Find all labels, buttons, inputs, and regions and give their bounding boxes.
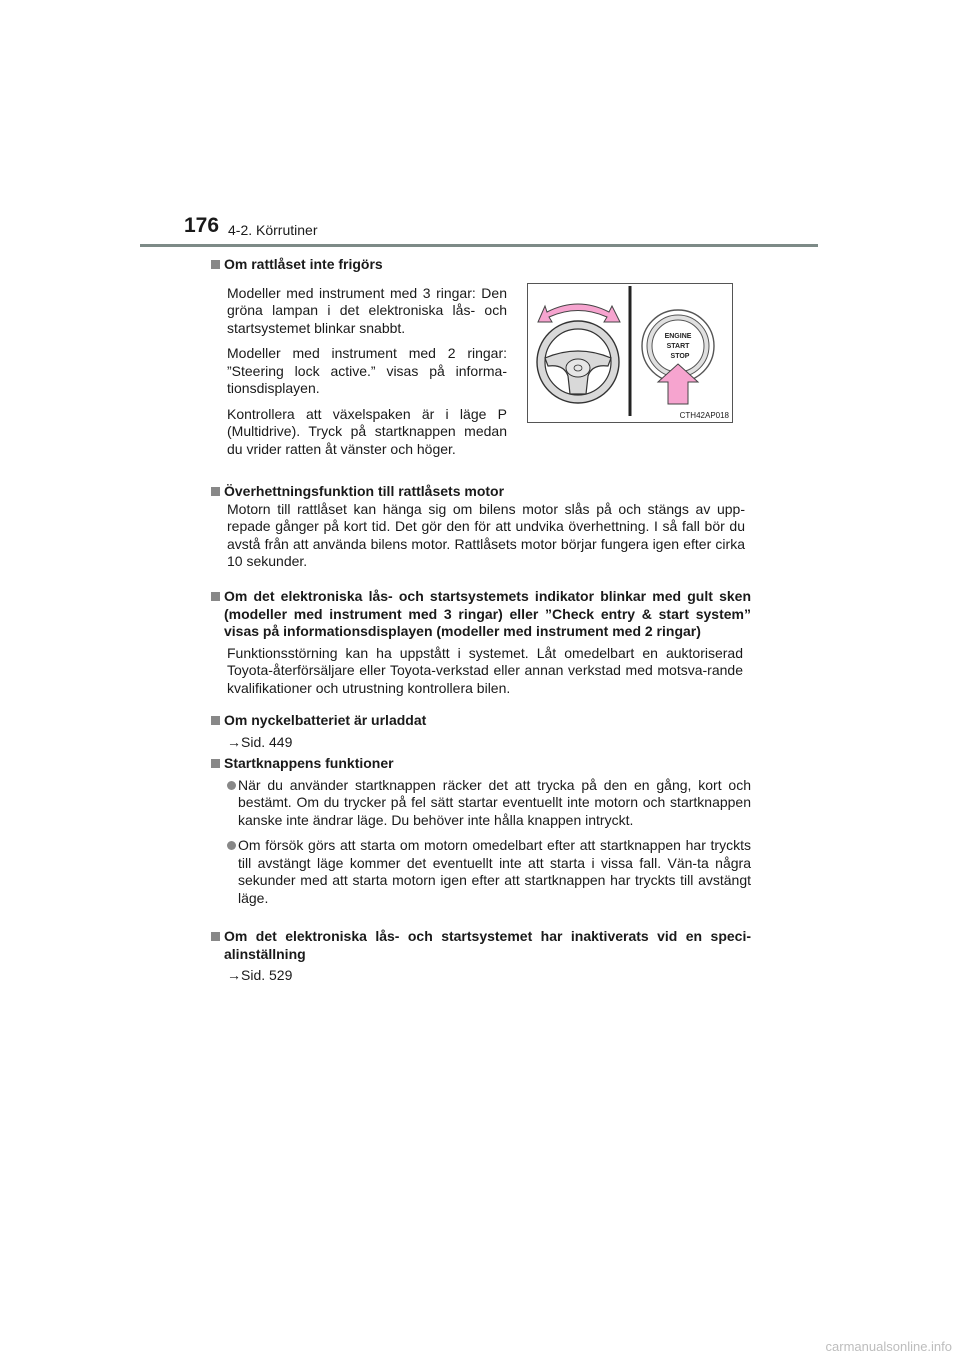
section-start-button-functions — [211, 755, 751, 907]
paragraph: Motorn till rattlåset kan hänga sig om bilens motor slås på och stängs av upp-repade gånger på kort tid. Det gör den för att undvika överhettning. I så fall bör du avstå från att använda bilens motor. Rattlåsets motor börjar fungera igen efter cirka 10 sekunder. — [227, 500, 745, 569]
steering-wheel-icon — [537, 321, 619, 403]
section-heading — [211, 588, 751, 641]
bullet-text: När du använder startknappen räcker det att trycka på den en gång, kort och bestämt. Om du trycker på fel sätt startar eventuellt inte motorn och startknappen kanske inte ändrar läge. Du behöver inte hålla knappen intryckt. — [238, 776, 751, 828]
heading-text: Om det elektroniska lås- och startsystemets indikator blinkar med gult sken (modeller med instrument med 3 ringar) eller ”Check entry & start system” visas på informationsdisplayen (modeller med instrument med 2 ringar) — [224, 588, 751, 639]
paragraph: Modeller med instrument med 3 ringar: Den gröna lampan i det elektroniska lås- och startsystemet blinkar snabbt. — [227, 284, 507, 336]
section-overheating — [211, 483, 751, 571]
header-rule — [140, 244, 818, 247]
page-number: 176 — [184, 214, 220, 237]
bullet-text: Om försök görs att starta om motorn omedelbart efter att startknappen har tryckts till avstängt läge kommer det eventuellt inte att starta i vissa fall. Vän-ta några sekunder med att starta motorn igen efter att startknappen har tryckts till avstängt läge. — [238, 837, 751, 906]
round-bullet-icon — [227, 841, 236, 850]
button-label-engine: ENGINE — [664, 333, 692, 340]
paragraph: Kontrollera att växelspaken är i läge P (Multidrive). Tryck på startknappen medan du vrider ratten åt vänster och höger. — [227, 405, 507, 457]
page-reference-link[interactable]: →Sid. 529 — [227, 967, 293, 983]
heading-text: Om rattlåset inte frigörs — [224, 256, 383, 272]
rotation-arrow-shape — [538, 304, 620, 322]
illustration-steering-and-start-button — [527, 283, 733, 423]
square-bullet-icon — [211, 260, 220, 269]
round-bullet-icon — [227, 781, 236, 790]
paragraph: Modeller med instrument med 2 ringar: ”Steering lock active.” visas på informa-tionsdisplayen. — [227, 345, 507, 396]
section-heading — [211, 928, 751, 963]
heading-text: Om nyckelbatteriet är urladdat — [224, 712, 427, 728]
button-label-start: START — [666, 343, 690, 350]
bullet-item — [227, 777, 751, 830]
page-reference-link[interactable]: →Sid. 449 — [227, 733, 293, 750]
section-heading — [211, 712, 751, 730]
section-indicator-flashing — [211, 588, 751, 697]
heading-text: Om det elektroniska lås- och startsystemet har inaktiverats vid en speci-alinställning — [224, 928, 751, 962]
figure-code: CTH42AP018 — [679, 411, 729, 420]
section-heading — [211, 483, 751, 501]
square-bullet-icon — [211, 592, 220, 601]
watermark: carmanualsonline.info — [825, 1339, 952, 1354]
bullet-item — [227, 837, 751, 907]
heading-text: Överhettningsfunktion till rattlåsets motor — [224, 483, 505, 499]
section-steering-lock — [211, 256, 507, 458]
square-bullet-icon — [211, 932, 220, 941]
paragraph: Funktionsstörning kan ha uppstått i systemet. Låt omedelbart en auktoriserad Toyota-återförsäljare eller Toyota-verkstad eller annan verkstad med motsva-rande kvalifikationer och utrustning kontrollera bilen. — [227, 644, 743, 696]
steering-wheel-and-start-button-illustration — [528, 284, 732, 422]
square-bullet-icon — [211, 716, 220, 725]
section-reference: 4-2. Körrutiner — [228, 222, 318, 238]
square-bullet-icon — [211, 759, 220, 768]
heading-text: Startknappens funktioner — [224, 755, 394, 771]
button-label-stop: STOP — [670, 353, 690, 360]
section-heading — [211, 256, 507, 274]
section-key-battery — [211, 712, 751, 751]
square-bullet-icon — [211, 487, 220, 496]
section-disabled-system — [211, 928, 751, 985]
section-heading — [211, 755, 751, 773]
